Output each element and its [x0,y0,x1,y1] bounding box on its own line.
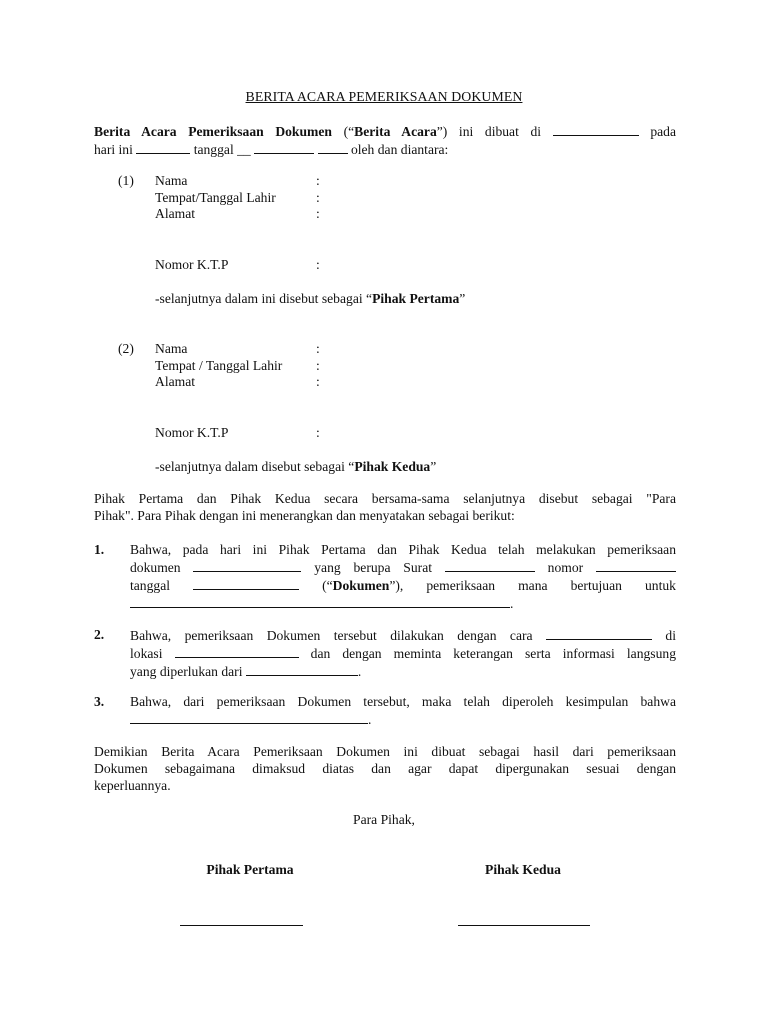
item2-l3end: . [357,664,362,679]
party1-colon-address: : [316,206,320,221]
signature-left-label: Pihak Pertama [206,862,294,877]
party2-field-name: Nama [155,341,188,356]
para-pihak-line-2: Pihak". Para Pihak dengan ini menerangkan dan menyatakan sebagai berikut: [94,508,515,523]
item2-text [130,626,676,680]
item2-l2a: lokasi [130,646,163,661]
party2-colon-name: : [316,341,320,356]
party2-field-birth: Tempat / Tanggal Lahir [155,358,283,373]
year-blank[interactable] [318,140,348,154]
item1-l3g: untuk [644,578,676,593]
document-title: BERITA ACARA PEMERIKSAAN DOKUMEN [245,89,523,104]
letter-blank[interactable] [445,558,535,572]
intro-text-6: oleh dan diantara: [350,142,449,157]
item1-l3c: ”), [389,578,404,593]
signature-right-label: Pihak Kedua [485,862,561,877]
party1-ref-bold: Pihak Pertama [372,291,460,306]
signature-right-line[interactable] [458,924,590,926]
party2-field-address: Alamat [155,374,196,389]
party2-ref-post: ” [430,459,437,474]
document-blank[interactable] [193,558,301,572]
closing-line-2: Dokumen sebagaimana dimaksud diatas dan agar dapat dipergunakan sesuai dengan [94,761,676,776]
party1-reference [155,290,465,307]
place-blank[interactable] [553,122,639,136]
item2-l1a: Bahwa, pemeriksaan Dokumen tersebut dilakukan dengan cara [130,628,533,643]
item3-line-2 [130,710,676,728]
intro-text-1: (“ [331,124,355,139]
item2-line-1 [130,626,676,644]
item1-l3e: mana [518,578,548,593]
item1-l3f: bertujuan [570,578,622,593]
item1-l2a: dokumen [130,560,181,575]
item3-number: 3. [94,694,105,709]
intro-bold-1: Berita Acara Pemeriksaan Dokumen [94,124,332,139]
item2-l3a: yang diperlukan dari [130,664,243,679]
purpose-blank[interactable] [130,594,510,608]
party1-marker: (1) [118,173,134,188]
intro-line-2 [94,140,676,158]
item1-l2c: nomor [547,560,584,575]
month-blank[interactable] [254,140,314,154]
signature-left-line[interactable] [180,924,303,926]
method-blank[interactable] [546,626,652,640]
closing-line-1: Demikian Berita Acara Pemeriksaan Dokumen ini dibuat sebagai hasil dari pemeriksaan [94,744,676,759]
para-pihak-paragraph [94,490,676,524]
party1-colon-name: : [316,173,320,188]
item3-text [130,693,676,728]
item2-number: 2. [94,627,105,642]
party2-colon-ktp: : [316,425,320,440]
conclusion-blank[interactable] [130,710,368,724]
item1-l3bold: Dokumen [332,578,390,593]
party2-colon-address: : [316,374,320,389]
item2-l1b: di [665,628,676,643]
intro-text-3: pada [650,124,676,139]
item1-text [130,541,676,612]
intro-paragraph [94,122,676,158]
item3-l2end: . [368,712,372,727]
date-blank[interactable] [193,576,299,590]
item1-line-4 [130,594,676,612]
source-blank[interactable] [246,662,358,676]
location-blank[interactable] [175,644,299,658]
para-pihak-line-1: Pihak Pertama dan Pihak Kedua secara bersama-sama selanjutnya disebut sebagai "Para [94,491,676,506]
party1-field-birth: Tempat/Tanggal Lahir [155,190,276,205]
item1-l3d: pemeriksaan [426,578,496,593]
party2-marker: (2) [118,341,134,356]
item1-l2b: yang berupa Surat [314,560,432,575]
intro-text-2: ”) ini dibuat di [436,124,542,139]
party2-ref-pre: -selanjutnya dalam disebut sebagai “ [155,459,355,474]
closing-paragraph [94,743,676,794]
party2-colon-birth: : [316,358,320,373]
party2-reference [155,458,436,475]
closing-line-3: keperluannya. [94,778,171,793]
intro-bold-2: Berita Acara [354,124,437,139]
party2-field-ktp: Nomor K.T.P [155,425,229,440]
party1-colon-birth: : [316,190,320,205]
item1-l3b: (“ [322,578,333,593]
item2-line-2 [130,644,676,662]
intro-text-5: tanggal __ [193,142,251,157]
intro-text-4: hari ini [94,142,133,157]
intro-line-1 [94,122,676,140]
item2-line-3 [130,662,676,680]
item1-line-3 [130,576,676,594]
item1-line-2 [130,558,676,576]
signature-heading: Para Pihak, [353,812,415,827]
party1-field-address: Alamat [155,206,196,221]
item1-number: 1. [94,542,105,557]
item3-line-1: Bahwa, dari pemeriksaan Dokumen tersebut, maka telah diperoleh kesimpulan bahwa [130,694,676,709]
number-blank[interactable] [596,558,676,572]
item1-l4end: . [510,596,514,611]
party2-ref-bold: Pihak Kedua [354,459,431,474]
item2-l2b: dan dengan meminta keterangan serta informasi langsung [310,646,676,661]
party1-colon-ktp: : [316,257,320,272]
party1-field-name: Nama [155,173,188,188]
item1-line-1: Bahwa, pada hari ini Pihak Pertama dan Pihak Kedua telah melakukan pemeriksaan [130,542,676,557]
party1-ref-pre: -selanjutnya dalam ini disebut sebagai “ [155,291,373,306]
day-blank[interactable] [136,140,190,154]
item1-l3a: tanggal [130,578,171,593]
party1-ref-post: ” [459,291,466,306]
party1-field-ktp: Nomor K.T.P [155,257,229,272]
